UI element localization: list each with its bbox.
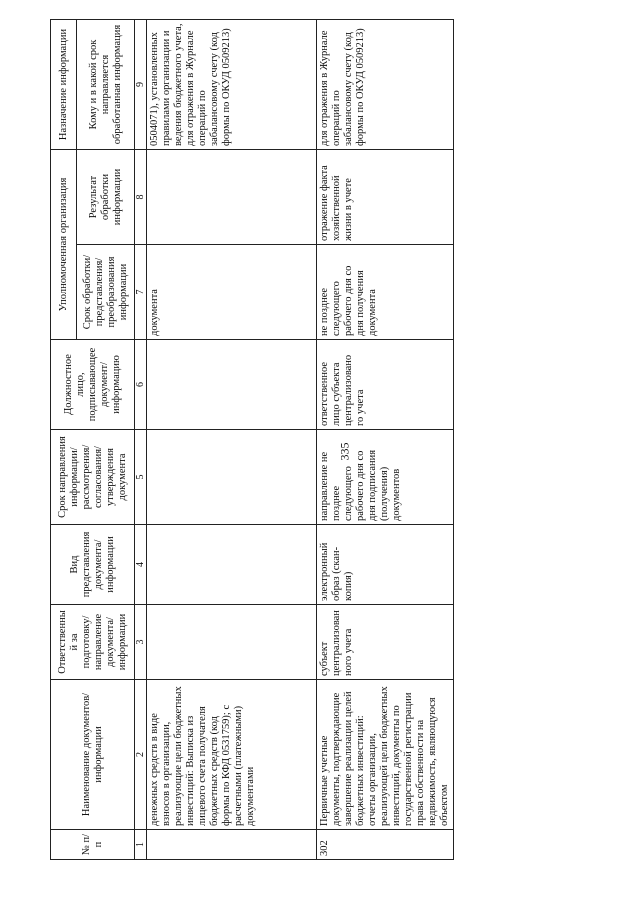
column-number: 3 bbox=[135, 605, 147, 680]
row-number bbox=[147, 830, 317, 860]
header-num: № п/п bbox=[51, 830, 135, 860]
table-row bbox=[317, 20, 454, 860]
header-name: Наименование документов/ информации bbox=[51, 680, 135, 830]
column-number: 4 bbox=[135, 525, 147, 605]
official-cell: ответственное лицо субъекта централизовано го учета bbox=[317, 340, 454, 430]
document-name: Первичные учетные документы, подтверждающие завершение реализации целей бюджетных инвестиций: отчеты организации, реализующей цели бюджетных инвестиций, документы по государственной регистрации права собственности на недвижимость, являющуюся объектом bbox=[317, 680, 454, 830]
header-group-naznach: Назначение информации bbox=[51, 20, 77, 150]
destination-cell: 0504071), установленных правилами организации и ведения бюджетного учета, для отражения в Журнале операций по забалансовому счету (код формы по ОКУД 0509213) bbox=[147, 20, 317, 150]
processing-term-cell: документа bbox=[147, 245, 317, 340]
responsible-cell: субъект централизован ного учета bbox=[317, 605, 454, 680]
column-number: 1 bbox=[135, 830, 147, 860]
header-official: Должностное лицо, подписывающее документ/ информацию bbox=[51, 340, 135, 430]
column-numbers-row bbox=[135, 20, 147, 860]
header-row-1 bbox=[51, 20, 77, 860]
column-number: 8 bbox=[135, 150, 147, 245]
term-cell bbox=[147, 430, 317, 525]
kind-cell: электронный образ (скан-копия) bbox=[317, 525, 454, 605]
column-number: 7 bbox=[135, 245, 147, 340]
header-dest: Кому и в какой срок направляется обработанная информация bbox=[77, 20, 135, 150]
processing-term-cell: не позднее следующего рабочего дня со дня получения документа bbox=[317, 245, 454, 340]
column-number: 5 bbox=[135, 430, 147, 525]
header-term: Срок направления информации/ рассмотрения/ согласования/ утверждения документа bbox=[51, 430, 135, 525]
header-kind: Вид представления документа/ информации bbox=[51, 525, 135, 605]
column-number: 6 bbox=[135, 340, 147, 430]
header-result: Результат обработки информации bbox=[77, 150, 135, 245]
page-number: 335 bbox=[337, 442, 352, 461]
document-name: денежных средств в виде взносов в организации, реализующие цели бюджетных инвестиций: Выписка из лицевого счета получателя бюджетных средств (код формы по КФД 0531759); с расчетными (платежными) документами bbox=[147, 680, 317, 830]
kind-cell bbox=[147, 525, 317, 605]
term-cell: направление не позднее следующего рабочего дня со дня подписания (получения) документов bbox=[317, 430, 454, 525]
responsible-cell bbox=[147, 605, 317, 680]
result-cell bbox=[147, 150, 317, 245]
column-number: 2 bbox=[135, 680, 147, 830]
column-number: 9 bbox=[135, 20, 147, 150]
result-cell: отражение факта хозяйственной жизни в учете bbox=[317, 150, 454, 245]
header-proc-term: Срок обработки/ представления/ преобразования информации bbox=[77, 245, 135, 340]
row-number: 302 bbox=[317, 830, 454, 860]
rotated-table-wrapper bbox=[50, 20, 450, 860]
destination-cell: для отражения в Журнале операций по забалансовому счету (код формы по ОКУД 0509213) bbox=[317, 20, 454, 150]
header-responsible: Ответственный за подготовку/ направление документа/ информации bbox=[51, 605, 135, 680]
header-group-upolnom: Уполномоченная организация bbox=[51, 150, 77, 340]
document-table bbox=[50, 19, 454, 860]
official-cell bbox=[147, 340, 317, 430]
table-row bbox=[147, 20, 317, 860]
